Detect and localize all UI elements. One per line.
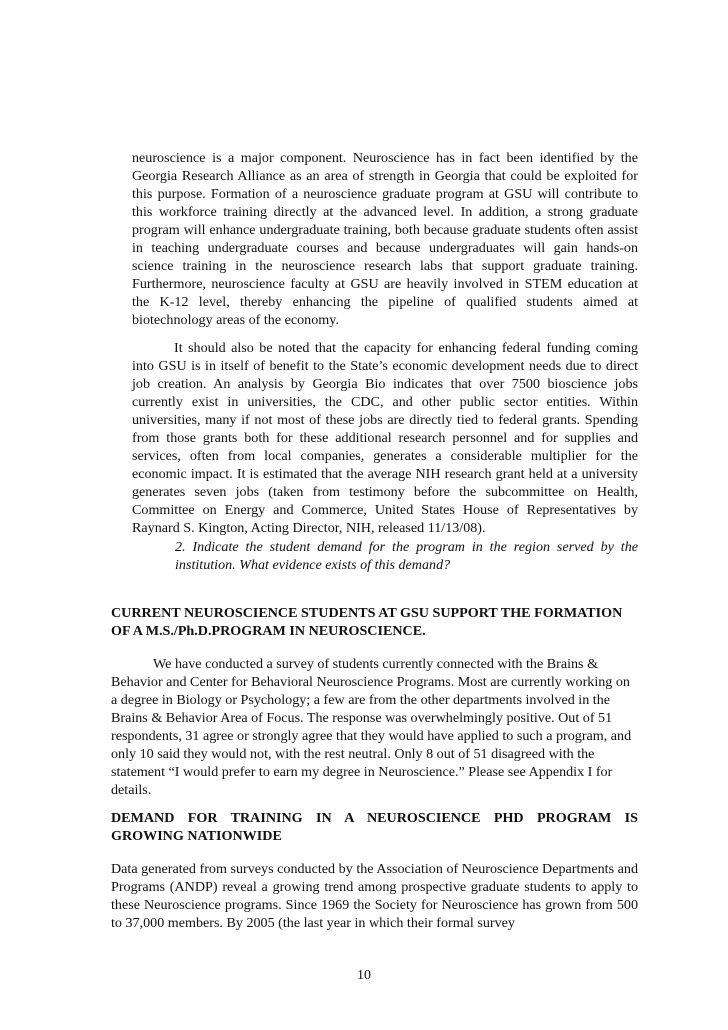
heading-nationwide-demand-line-1: DEMAND FOR TRAINING IN A NEUROSCIENCE PHD PROGRAM IS — [111, 810, 638, 826]
paragraph-student-survey: We have conducted a survey of students currently connected with the Brains & Behavior and Center for Behavioral Neuroscience Programs. Most are currently working on a degree in Biology or Psychology; a few are from the other departments involved in the Brains & Behavior Area of Focus. The response was overwhelmingly positive. Out of 51 respondents, 31 agree or strongly agree that they would have applied to such a program, and only 10 said they would not, with the rest neutral. Only 8 out of 51 disagreed with the statement “I would prefer to earn my degree in Neuroscience.” Please see Appendix I for details. — [111, 656, 632, 799]
heading-current-students: CURRENT NEUROSCIENCE STUDENTS AT GSU SUPPORT THE FORMATION OF A M.S./Ph.D.PROGRAM IN NEUROSCIENCE. — [111, 605, 623, 640]
paragraph-andp-surveys: Data generated from surveys conducted by the Association of Neuroscience Departments and Programs (ANDP) reveal a growing trend among prospective graduate students to apply to these Neuroscience programs. Since 1969 the Society for Neuroscience has grown from 500 to 37,000 members. By 2005 (the last year in which their formal survey — [111, 861, 638, 932]
heading-nationwide-demand-line-2: GROWING NATIONWIDE — [111, 828, 282, 845]
paragraph-federal-funding: It should also be noted that the capacity for enhancing federal funding coming into GSU is in itself of benefit to the State’s economic development needs due to direct job creation. An analysis by Georgia Bio indicates that over 7500 bioscience jobs currently exist in universities, the CDC, and other public sector entities. Within universities, many if not most of these jobs are directly tied to federal grants. Spending from those grants both for these additional research personnel and for supplies and services, often from local companies, generates a considerable multiplier for the economic impact. It is estimated that the average NIH research grant held at a university generates seven jobs (taken from testimony before the subcommittee on Health, Committee on Energy and Commerce, United States House of Representatives by Raynard S. Kington, Acting Director, NIH, released 11/13/08). — [132, 340, 638, 537]
paragraph-workforce-training: neuroscience is a major component. Neuroscience has in fact been identified by the Georgia Research Alliance as an area of strength in Georgia that could be exploited for this purpose. Formation of a neuroscience graduate program at GSU will contribute to this workforce training directly at the advanced level. In addition, a strong graduate program will enhance undergraduate training, both because graduate students often assist in teaching undergraduate courses and because undergraduates will gain hands-on science training in the neuroscience research labs that support graduate training. Furthermore, neuroscience faculty at GSU are heavily involved in STEM education at the K-12 level, thereby enhancing the pipeline of qualified students aimed at biotechnology areas of the economy. — [132, 150, 638, 329]
heading-nationwide-demand — [111, 809, 638, 845]
question-student-demand: 2. Indicate the student demand for the program in the region served by the institution. What evidence exists of this demand? — [175, 539, 638, 574]
page-number: 10 — [357, 968, 371, 983]
